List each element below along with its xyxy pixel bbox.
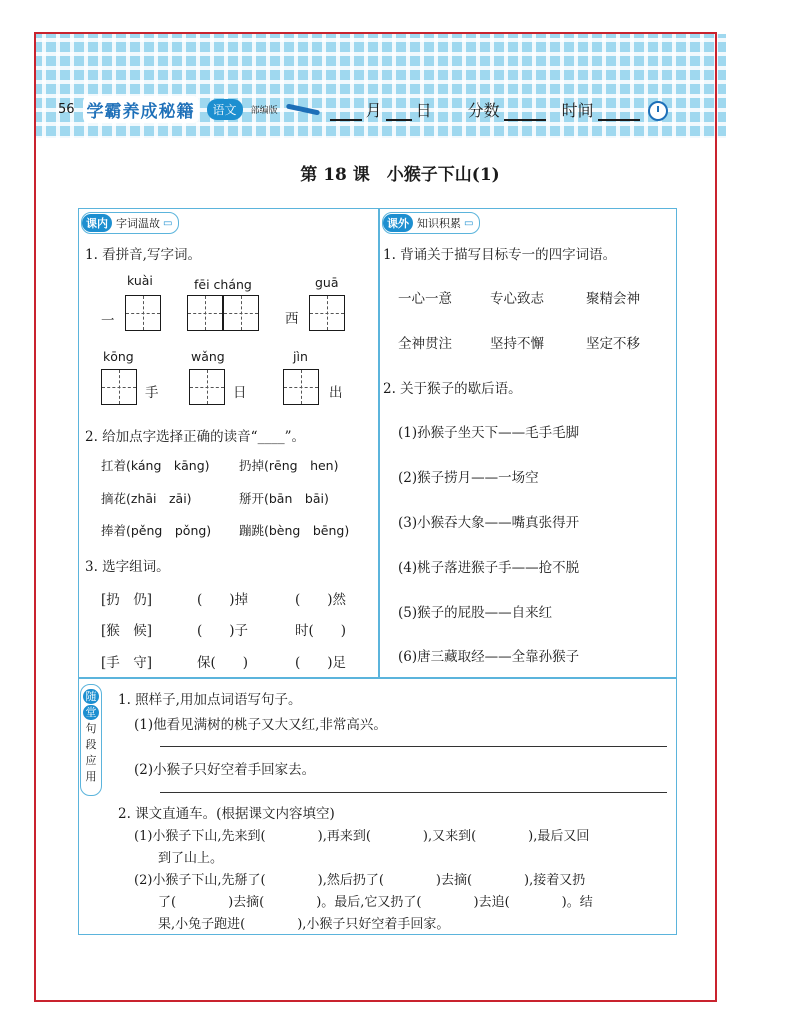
- fill-text[interactable]: 了( )去摘( )。最后,它又扔了( )去追( )。结: [158, 895, 593, 910]
- idiom: 聚精会神: [586, 291, 640, 307]
- left-q1-label: 1. 看拼音,写字词。: [85, 247, 201, 263]
- clock-icon: [648, 101, 668, 121]
- fill-text[interactable]: (2)小猴子下山,先掰了( ),然后扔了( )去摘( ),接着又扔: [134, 873, 586, 888]
- left-tag-highlight: 课内: [82, 214, 112, 232]
- day-blank[interactable]: [386, 101, 412, 121]
- bottom-q2-label: 2. 课文直通车。(根据课文内容填空): [118, 806, 335, 822]
- write-box[interactable]: [223, 295, 259, 331]
- example-sentence-2: (2)小猴子只好空着手回家去。: [134, 762, 316, 778]
- word-blank[interactable]: ( )然: [295, 592, 347, 608]
- char-chu: 出: [329, 385, 343, 401]
- date-score-fields: [330, 98, 668, 121]
- char-ri: 日: [233, 385, 247, 401]
- pinyin-kong: kōng: [103, 349, 134, 364]
- bottom-q1-label: 1. 照样子,用加点词语写句子。: [118, 692, 302, 708]
- right-panel: [379, 208, 677, 678]
- write-box[interactable]: [309, 295, 345, 331]
- fill-text[interactable]: (1)小猴子下山,先来到( ),再来到( ),又来到( ),最后又回: [134, 829, 590, 844]
- xiehouyu-item: (4)桃子落进猴子手——抢不脱: [398, 560, 580, 576]
- right-q2-label: 2. 关于猴子的歇后语。: [383, 381, 522, 397]
- xiehouyu-item: (5)猴子的屁股——自来红: [398, 605, 553, 621]
- reading-option[interactable]: 扛着(káng kāng): [101, 458, 210, 473]
- time-label: 时间: [561, 100, 594, 120]
- reading-option[interactable]: 摘花(zhāi zāi): [101, 491, 192, 506]
- answer-line[interactable]: [160, 746, 667, 747]
- brand-logo: 学霸养成秘籍: [83, 96, 199, 123]
- left-q2-label: 2. 给加点字选择正确的读音“____”。: [85, 429, 305, 445]
- side-tag-char: 应: [85, 754, 97, 767]
- xiehouyu-item: (6)唐三藏取经——全靠孙猴子: [398, 649, 580, 665]
- char-choice: [扔 仍]: [101, 592, 153, 608]
- xiehouyu-item: (2)猴子捞月——一场空: [398, 470, 539, 486]
- reading-option[interactable]: 蹦跳(bèng bēng): [239, 523, 350, 538]
- header-bar: [58, 94, 668, 124]
- write-box[interactable]: [187, 295, 223, 331]
- char-choice: [猴 候]: [101, 623, 153, 639]
- write-box[interactable]: [283, 369, 319, 405]
- day-label: 日: [415, 100, 432, 120]
- side-tag-char: 句: [85, 722, 97, 735]
- left-tag-text: 字词温故: [116, 217, 160, 230]
- xiehouyu-item: (1)孙猴子坐天下——毛手毛脚: [398, 425, 580, 441]
- book-icon: ▭: [464, 217, 474, 229]
- right-q1-label: 1. 背诵关于描写目标专一的四字词语。: [383, 247, 617, 263]
- pinyin-feichang: fēi cháng: [194, 277, 252, 292]
- side-tag-char: 随: [83, 689, 99, 704]
- idiom: 坚定不移: [586, 336, 640, 352]
- right-section-tag: [382, 212, 480, 234]
- left-panel: [78, 208, 379, 678]
- right-tag-text: 知识积累: [417, 217, 461, 230]
- word-blank[interactable]: ( )掉: [197, 592, 249, 608]
- idiom: 专心致志: [490, 291, 544, 307]
- left-section-tag: [81, 212, 179, 234]
- reading-option[interactable]: 捧着(pěng pǒng): [101, 523, 212, 538]
- write-box[interactable]: [189, 369, 225, 405]
- answer-line[interactable]: [160, 792, 667, 793]
- write-box[interactable]: [101, 369, 137, 405]
- idiom: 全神贯注: [398, 336, 452, 352]
- char-choice: [手 守]: [101, 655, 153, 671]
- char-yi: 一: [101, 313, 115, 329]
- example-sentence-1: (1)他看见满树的桃子又大又红,非常高兴。: [134, 717, 387, 733]
- score-blank[interactable]: [504, 101, 546, 121]
- subject-badge: 语文: [207, 99, 243, 120]
- reading-option[interactable]: 掰开(bān bāi): [239, 491, 329, 506]
- score-label: 分数: [467, 100, 500, 120]
- word-blank[interactable]: ( )足: [295, 655, 347, 671]
- side-tag-char: 堂: [83, 705, 99, 720]
- fill-text: 到了山上。: [158, 851, 224, 866]
- pinyin-kuai: kuài: [127, 273, 153, 288]
- char-shou: 手: [145, 385, 159, 401]
- word-blank[interactable]: 保( ): [197, 655, 249, 671]
- pinyin-gua: guā: [315, 275, 339, 290]
- lesson-title: 第 18 课 小猴子下山(1): [300, 165, 500, 185]
- idiom: 坚持不懈: [490, 336, 544, 352]
- edition-label: 部编版: [250, 105, 278, 116]
- fill-text[interactable]: 果,小兔子跑进( ),小猴子只好空着手回家。: [158, 917, 450, 932]
- pen-icon: [285, 103, 319, 115]
- left-q3-label: 3. 选字组词。: [85, 559, 170, 575]
- xiehouyu-item: (3)小猴吞大象——嘴真张得开: [398, 515, 580, 531]
- idiom: 一心一意: [398, 291, 452, 307]
- right-tag-highlight: 课外: [383, 214, 413, 232]
- reading-option[interactable]: 扔掉(rēng hen): [239, 458, 339, 473]
- write-box[interactable]: [125, 295, 161, 331]
- month-blank[interactable]: [330, 101, 362, 121]
- time-blank[interactable]: [598, 101, 640, 121]
- pinyin-jin: jìn: [293, 349, 308, 364]
- pinyin-wang: wǎng: [191, 349, 225, 364]
- char-xi: 西: [285, 311, 299, 327]
- page-number: 56: [58, 101, 75, 117]
- book-icon: ▭: [163, 217, 173, 229]
- side-tag-char: 用: [85, 770, 97, 783]
- word-blank[interactable]: ( )子: [197, 623, 249, 639]
- bottom-side-tag: [80, 684, 102, 796]
- side-tag-char: 段: [85, 738, 97, 751]
- word-blank[interactable]: 时( ): [295, 623, 347, 639]
- month-label: 月: [365, 100, 382, 120]
